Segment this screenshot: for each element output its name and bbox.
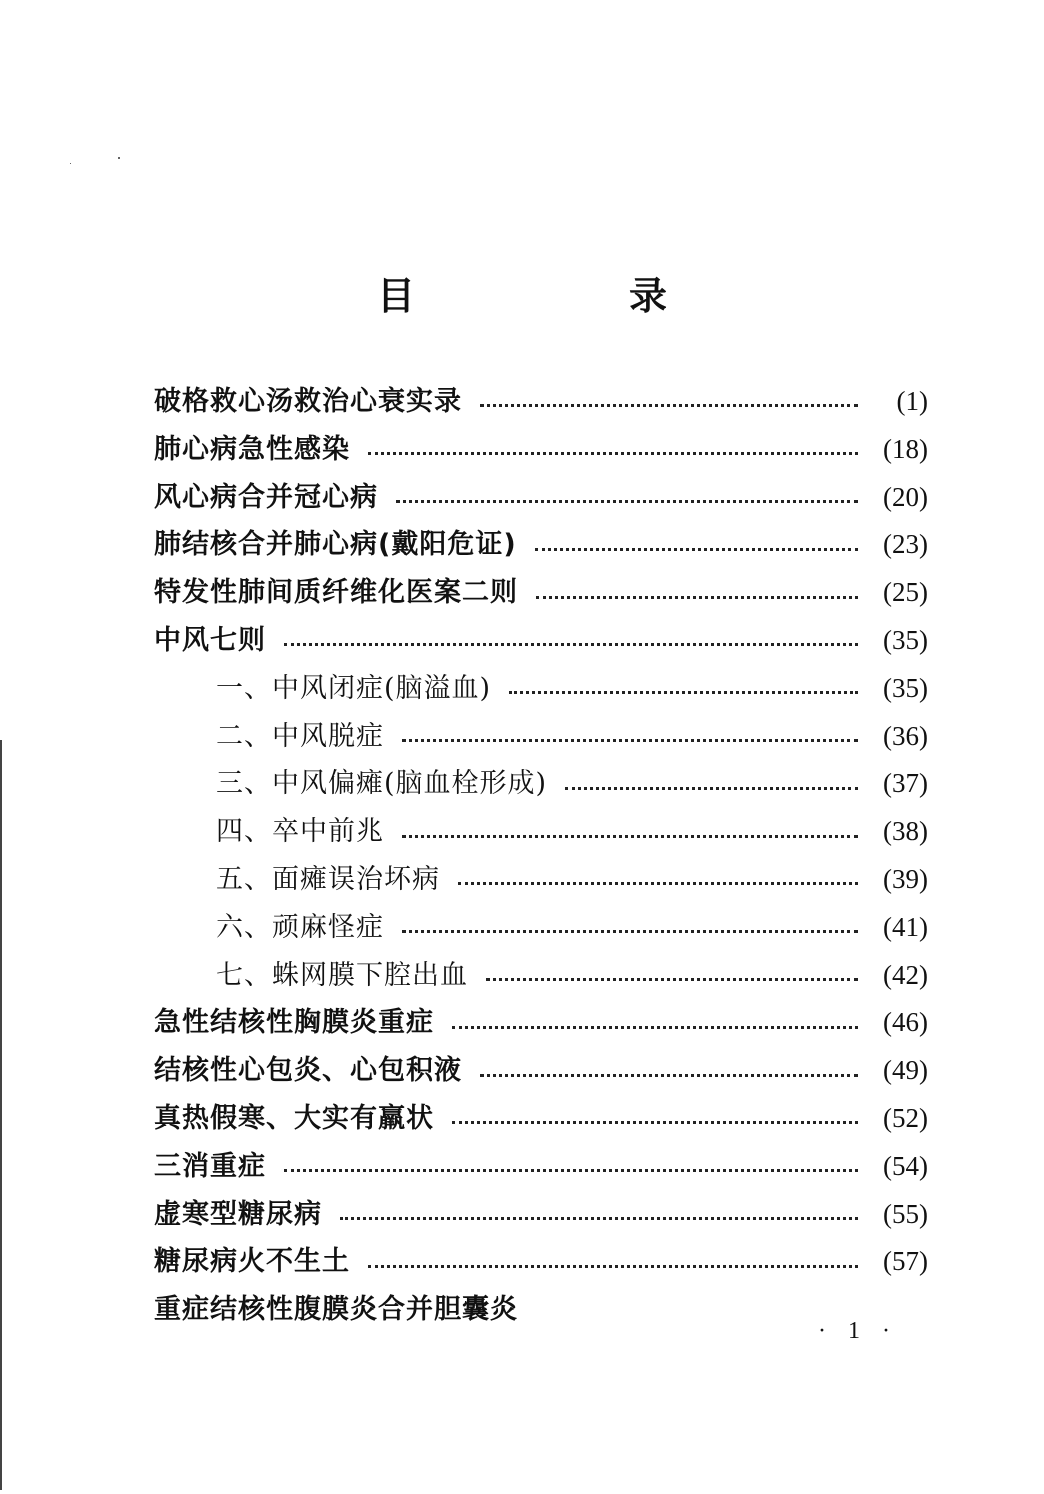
- toc-entry-label: 真热假寒、大实有羸状: [154, 1102, 434, 1134]
- toc-entry[interactable]: [154, 1238, 928, 1286]
- toc-entry-page: (25): [883, 577, 928, 608]
- toc-entry-page: (41): [883, 911, 928, 942]
- toc-entry-label: 结核性心包炎、心包积液: [154, 1055, 462, 1087]
- toc-entry-page: (20): [883, 481, 928, 512]
- page-title: 目 录: [376, 273, 755, 319]
- dot-leader: [284, 1169, 858, 1172]
- toc-entry[interactable]: [154, 1286, 928, 1334]
- toc-entry[interactable]: [154, 569, 928, 617]
- toc-subentry[interactable]: [154, 665, 928, 713]
- toc-entry-page: (37): [883, 768, 928, 799]
- scan-speck: [70, 163, 71, 164]
- dot-leader: [565, 787, 858, 790]
- toc-entry-page: (49): [883, 1055, 928, 1086]
- dot-leader: [536, 596, 858, 599]
- dot-leader: [396, 500, 858, 503]
- dot-leader: [535, 548, 858, 551]
- toc-entry-label: 风心病合并冠心病: [154, 481, 378, 513]
- toc-entry-page: (39): [883, 863, 928, 894]
- toc-entry-page: (35): [883, 672, 928, 703]
- dot-leader: [284, 643, 858, 646]
- toc-subentry[interactable]: [154, 856, 928, 904]
- toc-entry[interactable]: [154, 617, 928, 665]
- dot-leader: [402, 739, 858, 742]
- toc-entry[interactable]: [154, 1191, 928, 1239]
- toc-entry[interactable]: [154, 999, 928, 1047]
- dot-leader: [486, 978, 858, 981]
- dot-leader: [402, 835, 858, 838]
- toc-entry-label: 特发性肺间质纤维化医案二则: [154, 577, 518, 609]
- toc-entry-label: 虚寒型糖尿病: [154, 1198, 322, 1230]
- dot-leader: [480, 1074, 858, 1077]
- dot-leader: [452, 1121, 858, 1124]
- toc-entry-page: (55): [883, 1198, 928, 1229]
- toc-entry-label: 重症结核性腹膜炎合并胆囊炎: [154, 1294, 518, 1326]
- toc-entry-page: (36): [883, 720, 928, 751]
- toc-entry-label: 六、顽麻怪症: [216, 911, 384, 943]
- toc-entry-page: (23): [883, 529, 928, 560]
- toc-entry-label: 肺心病急性感染: [154, 433, 350, 465]
- scan-speck: [118, 157, 120, 159]
- toc-entry[interactable]: [154, 426, 928, 474]
- toc-entry-page: (35): [883, 624, 928, 655]
- table-of-contents: [154, 378, 928, 1334]
- toc-entry-label: 五、面瘫误治坏病: [216, 863, 440, 895]
- toc-entry-label: 二、中风脱症: [216, 720, 384, 752]
- scan-edge-line: [0, 740, 2, 1490]
- toc-entry-label: 糖尿病火不生土: [154, 1246, 350, 1278]
- toc-entry-label: 四、卒中前兆: [216, 816, 384, 848]
- toc-entry-label: 三消重症: [154, 1150, 266, 1182]
- dot-leader: [402, 930, 858, 933]
- dot-leader: [340, 1217, 858, 1220]
- dot-leader: [509, 691, 858, 694]
- dot-leader: [480, 404, 858, 407]
- toc-entry-label: 肺结核合并肺心病(戴阳危证): [154, 529, 517, 561]
- toc-entry-label: 七、蛛网膜下腔出血: [216, 959, 468, 991]
- toc-entry-label: 一、中风闭症(脑溢血): [216, 672, 492, 704]
- toc-entry-page: (38): [883, 816, 928, 847]
- toc-entry-label: 急性结核性胸膜炎重症: [154, 1007, 434, 1039]
- toc-subentry[interactable]: [154, 904, 928, 952]
- toc-entry-label: 三、中风偏瘫(脑血栓形成): [216, 768, 548, 800]
- toc-subentry[interactable]: [154, 760, 928, 808]
- dot-leader: [368, 1265, 858, 1268]
- toc-subentry[interactable]: [154, 808, 928, 856]
- toc-entry[interactable]: [154, 378, 928, 426]
- toc-entry-label: 破格救心汤救治心衰实录: [154, 386, 462, 417]
- toc-entry-label: 中风七则: [154, 624, 266, 656]
- toc-entry-page: (54): [883, 1150, 928, 1181]
- dot-leader: [452, 1026, 858, 1029]
- dot-leader: [458, 882, 858, 885]
- toc-entry[interactable]: [154, 1143, 928, 1191]
- toc-entry-page: (57): [883, 1246, 928, 1277]
- toc-entry-page: (18): [883, 433, 928, 464]
- toc-entry-page: (1): [896, 386, 928, 416]
- toc-entry-page: (46): [883, 1007, 928, 1038]
- page-folio: · 1 ·: [818, 1318, 898, 1344]
- toc-entry[interactable]: [154, 1047, 928, 1095]
- dot-leader: [368, 452, 858, 455]
- toc-entry-page: (42): [883, 959, 928, 990]
- toc-entry[interactable]: [154, 474, 928, 522]
- toc-entry-page: (52): [883, 1102, 928, 1133]
- toc-subentry[interactable]: [154, 713, 928, 761]
- toc-subentry[interactable]: [154, 952, 928, 1000]
- toc-entry[interactable]: [154, 521, 928, 569]
- toc-entry[interactable]: [154, 1095, 928, 1143]
